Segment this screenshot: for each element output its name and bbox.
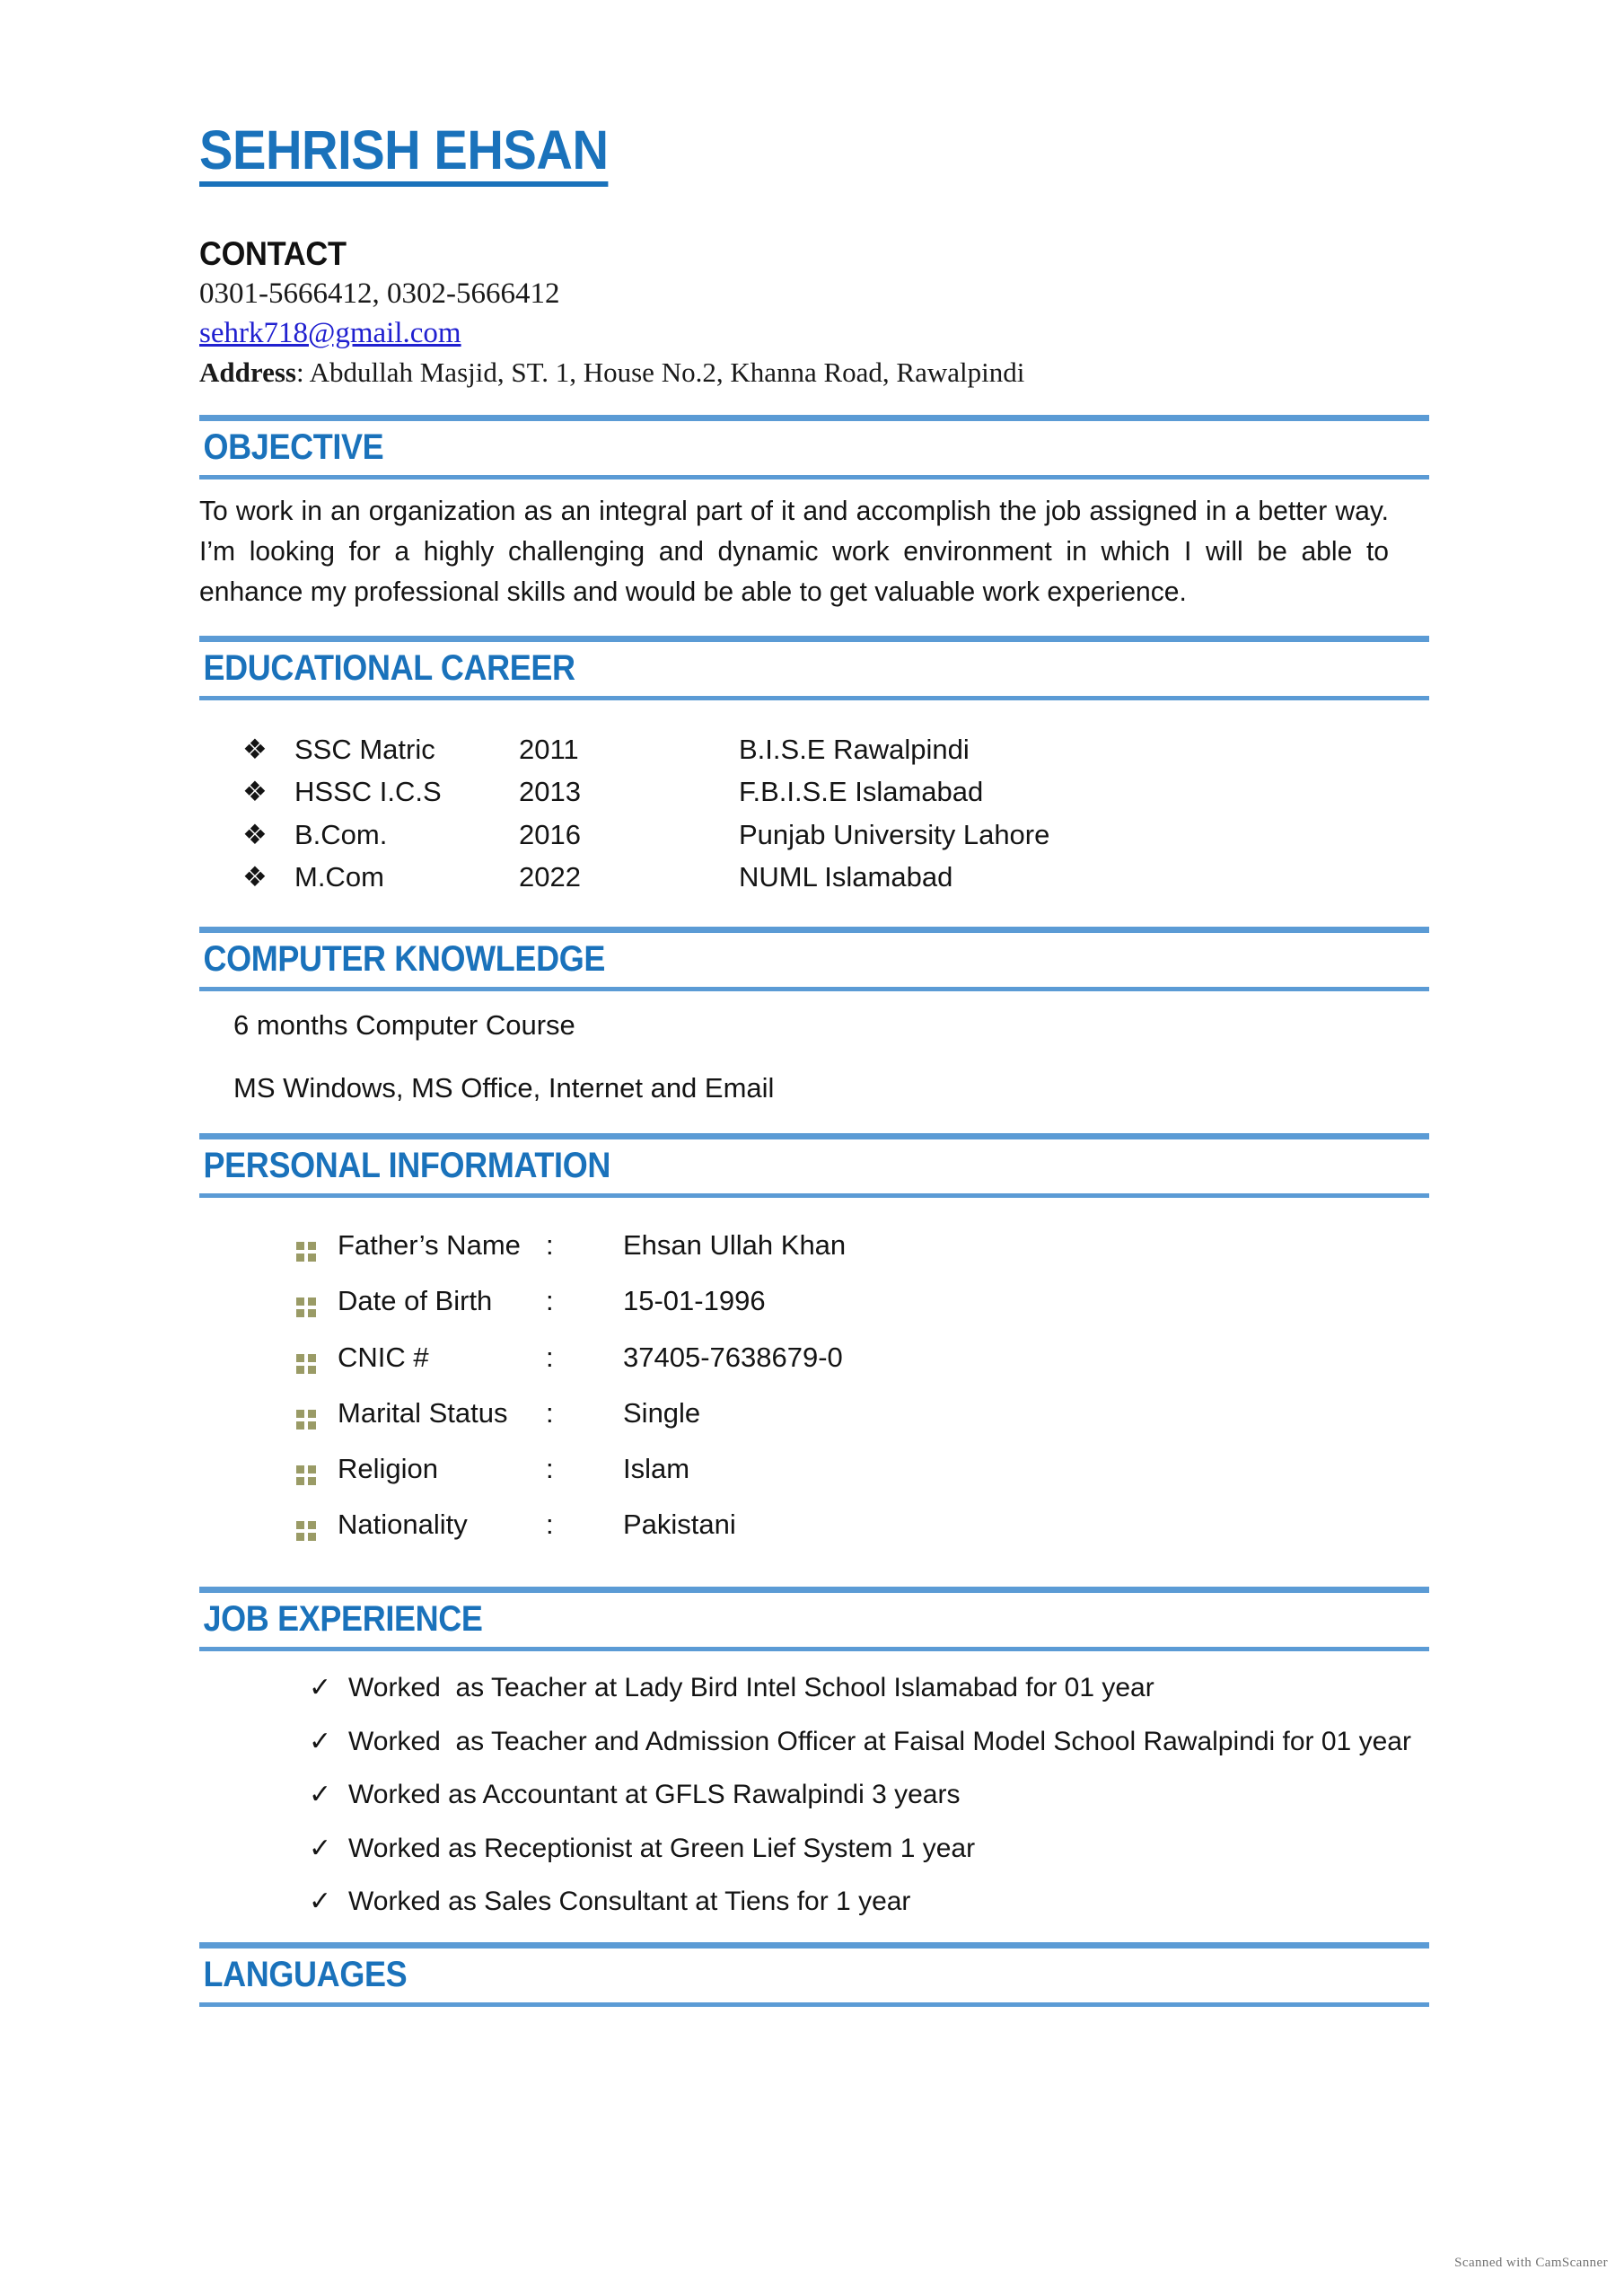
address-separator: : xyxy=(295,356,310,389)
computer-knowledge-line: 6 months Computer Course xyxy=(233,1008,575,1041)
table-row xyxy=(296,1396,846,1452)
rule-top-personal-information xyxy=(199,1133,1429,1139)
education-institution: Punjab University Lahore xyxy=(739,818,1050,850)
table-row xyxy=(242,818,1049,860)
checkmark-icon: ✓ xyxy=(309,1887,332,1917)
name-header xyxy=(199,0,1429,187)
contact-email-row xyxy=(199,314,1429,354)
rule-bottom-computer-knowledge xyxy=(199,987,1429,991)
personal-info-label: Religion xyxy=(338,1452,439,1484)
table-row xyxy=(242,860,1049,902)
grid-square-bullet-icon xyxy=(296,1228,338,1284)
contact-block xyxy=(199,235,1429,391)
education-institution: F.B.I.S.E Islamabad xyxy=(739,776,984,808)
rule-top-education xyxy=(199,636,1429,642)
section-personal-information xyxy=(199,1133,1429,1563)
education-year: 2013 xyxy=(519,776,581,808)
section-title-computer-knowledge: COMPUTER KNOWLEDGE xyxy=(203,938,606,979)
education-institution: NUML Islamabad xyxy=(739,861,953,893)
camscanner-watermark: Scanned with CamScanner xyxy=(1454,2256,1608,2270)
grid-square-bullet-icon xyxy=(296,1341,338,1396)
grid-square-bullet-icon xyxy=(296,1452,338,1508)
section-computer-knowledge xyxy=(199,927,1429,1107)
education-degree: SSC Matric xyxy=(294,733,435,765)
grid-square-bullet-icon xyxy=(296,1284,338,1340)
contact-phones: 0301-5666412, 0302-5666412 xyxy=(199,277,560,311)
personal-info-label: Marital Status xyxy=(338,1396,508,1429)
personal-info-colon: : xyxy=(546,1229,554,1262)
personal-info-value: Ehsan Ullah Khan xyxy=(623,1229,847,1262)
contact-heading: CONTACT xyxy=(199,235,347,273)
rule-bottom-personal-information xyxy=(199,1193,1429,1198)
section-objective xyxy=(199,415,1429,612)
diamond-bullet-icon: ❖ xyxy=(242,733,268,765)
checkmark-icon: ✓ xyxy=(309,1673,332,1703)
diamond-bullet-icon: ❖ xyxy=(242,776,268,808)
grid-square-bullet-icon xyxy=(296,1508,338,1563)
personal-info-colon: : xyxy=(546,1341,554,1373)
personal-information-table xyxy=(296,1228,846,1563)
personal-info-colon: : xyxy=(546,1509,554,1541)
personal-info-value: 37405-7638679-0 xyxy=(623,1341,843,1373)
address-value: Abdullah Masjid, ST. 1, House No.2, Khanna Road, Rawalpindi xyxy=(309,356,1025,389)
personal-info-colon: : xyxy=(546,1396,554,1429)
list-item xyxy=(309,1778,1429,1812)
checkmark-icon: ✓ xyxy=(309,1726,332,1756)
candidate-name: SEHRISH EHSAN xyxy=(199,121,609,187)
personal-info-value: Pakistani xyxy=(623,1509,736,1541)
personal-info-value: Single xyxy=(623,1396,701,1429)
table-row xyxy=(296,1508,846,1563)
job-experience-text: Worked as Sales Consultant at Tiens for 1 year xyxy=(348,1887,911,1917)
checkmark-icon: ✓ xyxy=(309,1833,332,1863)
rule-top-computer-knowledge xyxy=(199,927,1429,933)
personal-info-value: Islam xyxy=(623,1452,690,1484)
personal-info-label: Nationality xyxy=(338,1509,468,1541)
computer-knowledge-line: MS Windows, MS Office, Internet and Email xyxy=(233,1071,775,1104)
list-item xyxy=(309,1832,1429,1866)
diamond-bullet-icon: ❖ xyxy=(242,861,268,893)
table-row xyxy=(296,1341,846,1396)
education-institution: B.I.S.E Rawalpindi xyxy=(739,733,970,765)
section-title-personal-information: PERSONAL INFORMATION xyxy=(203,1146,610,1186)
section-title-languages: LANGUAGES xyxy=(203,1954,408,1994)
contact-address xyxy=(199,355,1429,391)
personal-info-label: CNIC # xyxy=(338,1341,429,1373)
grid-square-bullet-icon xyxy=(296,1396,338,1452)
address-label: Address xyxy=(199,356,296,389)
education-year: 2022 xyxy=(519,861,581,893)
job-experience-text: Worked as Receptionist at Green Lief System 1 year xyxy=(348,1833,976,1863)
rule-bottom-languages xyxy=(199,2002,1429,2007)
section-title-education: EDUCATIONAL CAREER xyxy=(203,647,575,688)
rule-top-job-experience xyxy=(199,1587,1429,1593)
personal-info-colon: : xyxy=(546,1285,554,1317)
objective-body: To work in an organization as an integral part of it and accomplish the job assigned in a better way. I’m looking for a highly challenging and dynamic work environment in which I will be able to enhance my professional skills and would be able to get valuable work experience. xyxy=(199,495,1390,607)
section-title-objective: OBJECTIVE xyxy=(203,427,384,468)
education-year: 2011 xyxy=(519,733,579,765)
rule-bottom-job-experience xyxy=(199,1647,1429,1651)
table-row xyxy=(296,1228,846,1284)
table-row xyxy=(242,733,1049,775)
list-item xyxy=(309,1725,1429,1759)
list-item xyxy=(309,1885,1429,1919)
education-year: 2016 xyxy=(519,818,581,850)
list-item xyxy=(309,1671,1429,1705)
job-experience-text: Worked as Teacher at Lady Bird Intel School Islamabad for 01 year xyxy=(348,1673,1154,1703)
table-row xyxy=(296,1284,846,1340)
resume-content xyxy=(199,0,1429,2007)
section-title-job-experience: JOB EXPERIENCE xyxy=(203,1599,483,1640)
rule-top-objective xyxy=(199,415,1429,421)
job-experience-text: Worked as Teacher and Admission Officer at Faisal Model School Rawalpindi for 01 year xyxy=(348,1726,1411,1756)
diamond-bullet-icon: ❖ xyxy=(242,818,268,850)
job-experience-text: Worked as Accountant at GFLS Rawalpindi 3 years xyxy=(348,1780,961,1810)
table-row xyxy=(242,775,1049,817)
section-educational-career xyxy=(199,636,1429,903)
personal-info-value: 15-01-1996 xyxy=(623,1285,766,1317)
job-experience-list xyxy=(309,1671,1429,1919)
rule-top-languages xyxy=(199,1942,1429,1949)
education-degree: B.Com. xyxy=(294,818,388,850)
personal-info-label: Father’s Name xyxy=(338,1229,521,1262)
rule-bottom-education xyxy=(199,696,1429,700)
table-row xyxy=(296,1452,846,1508)
personal-info-label: Date of Birth xyxy=(338,1285,493,1317)
section-job-experience xyxy=(199,1587,1429,1919)
checkmark-icon: ✓ xyxy=(309,1780,332,1810)
computer-knowledge-body xyxy=(233,1007,1429,1107)
rule-bottom-objective xyxy=(199,475,1429,479)
education-degree: HSSC I.C.S xyxy=(294,776,442,808)
section-languages xyxy=(199,1942,1429,2007)
education-table xyxy=(242,733,1049,903)
education-degree: M.Com xyxy=(294,861,384,893)
personal-info-colon: : xyxy=(546,1452,554,1484)
contact-email-link[interactable]: sehrk718@gmail.com xyxy=(199,316,461,349)
